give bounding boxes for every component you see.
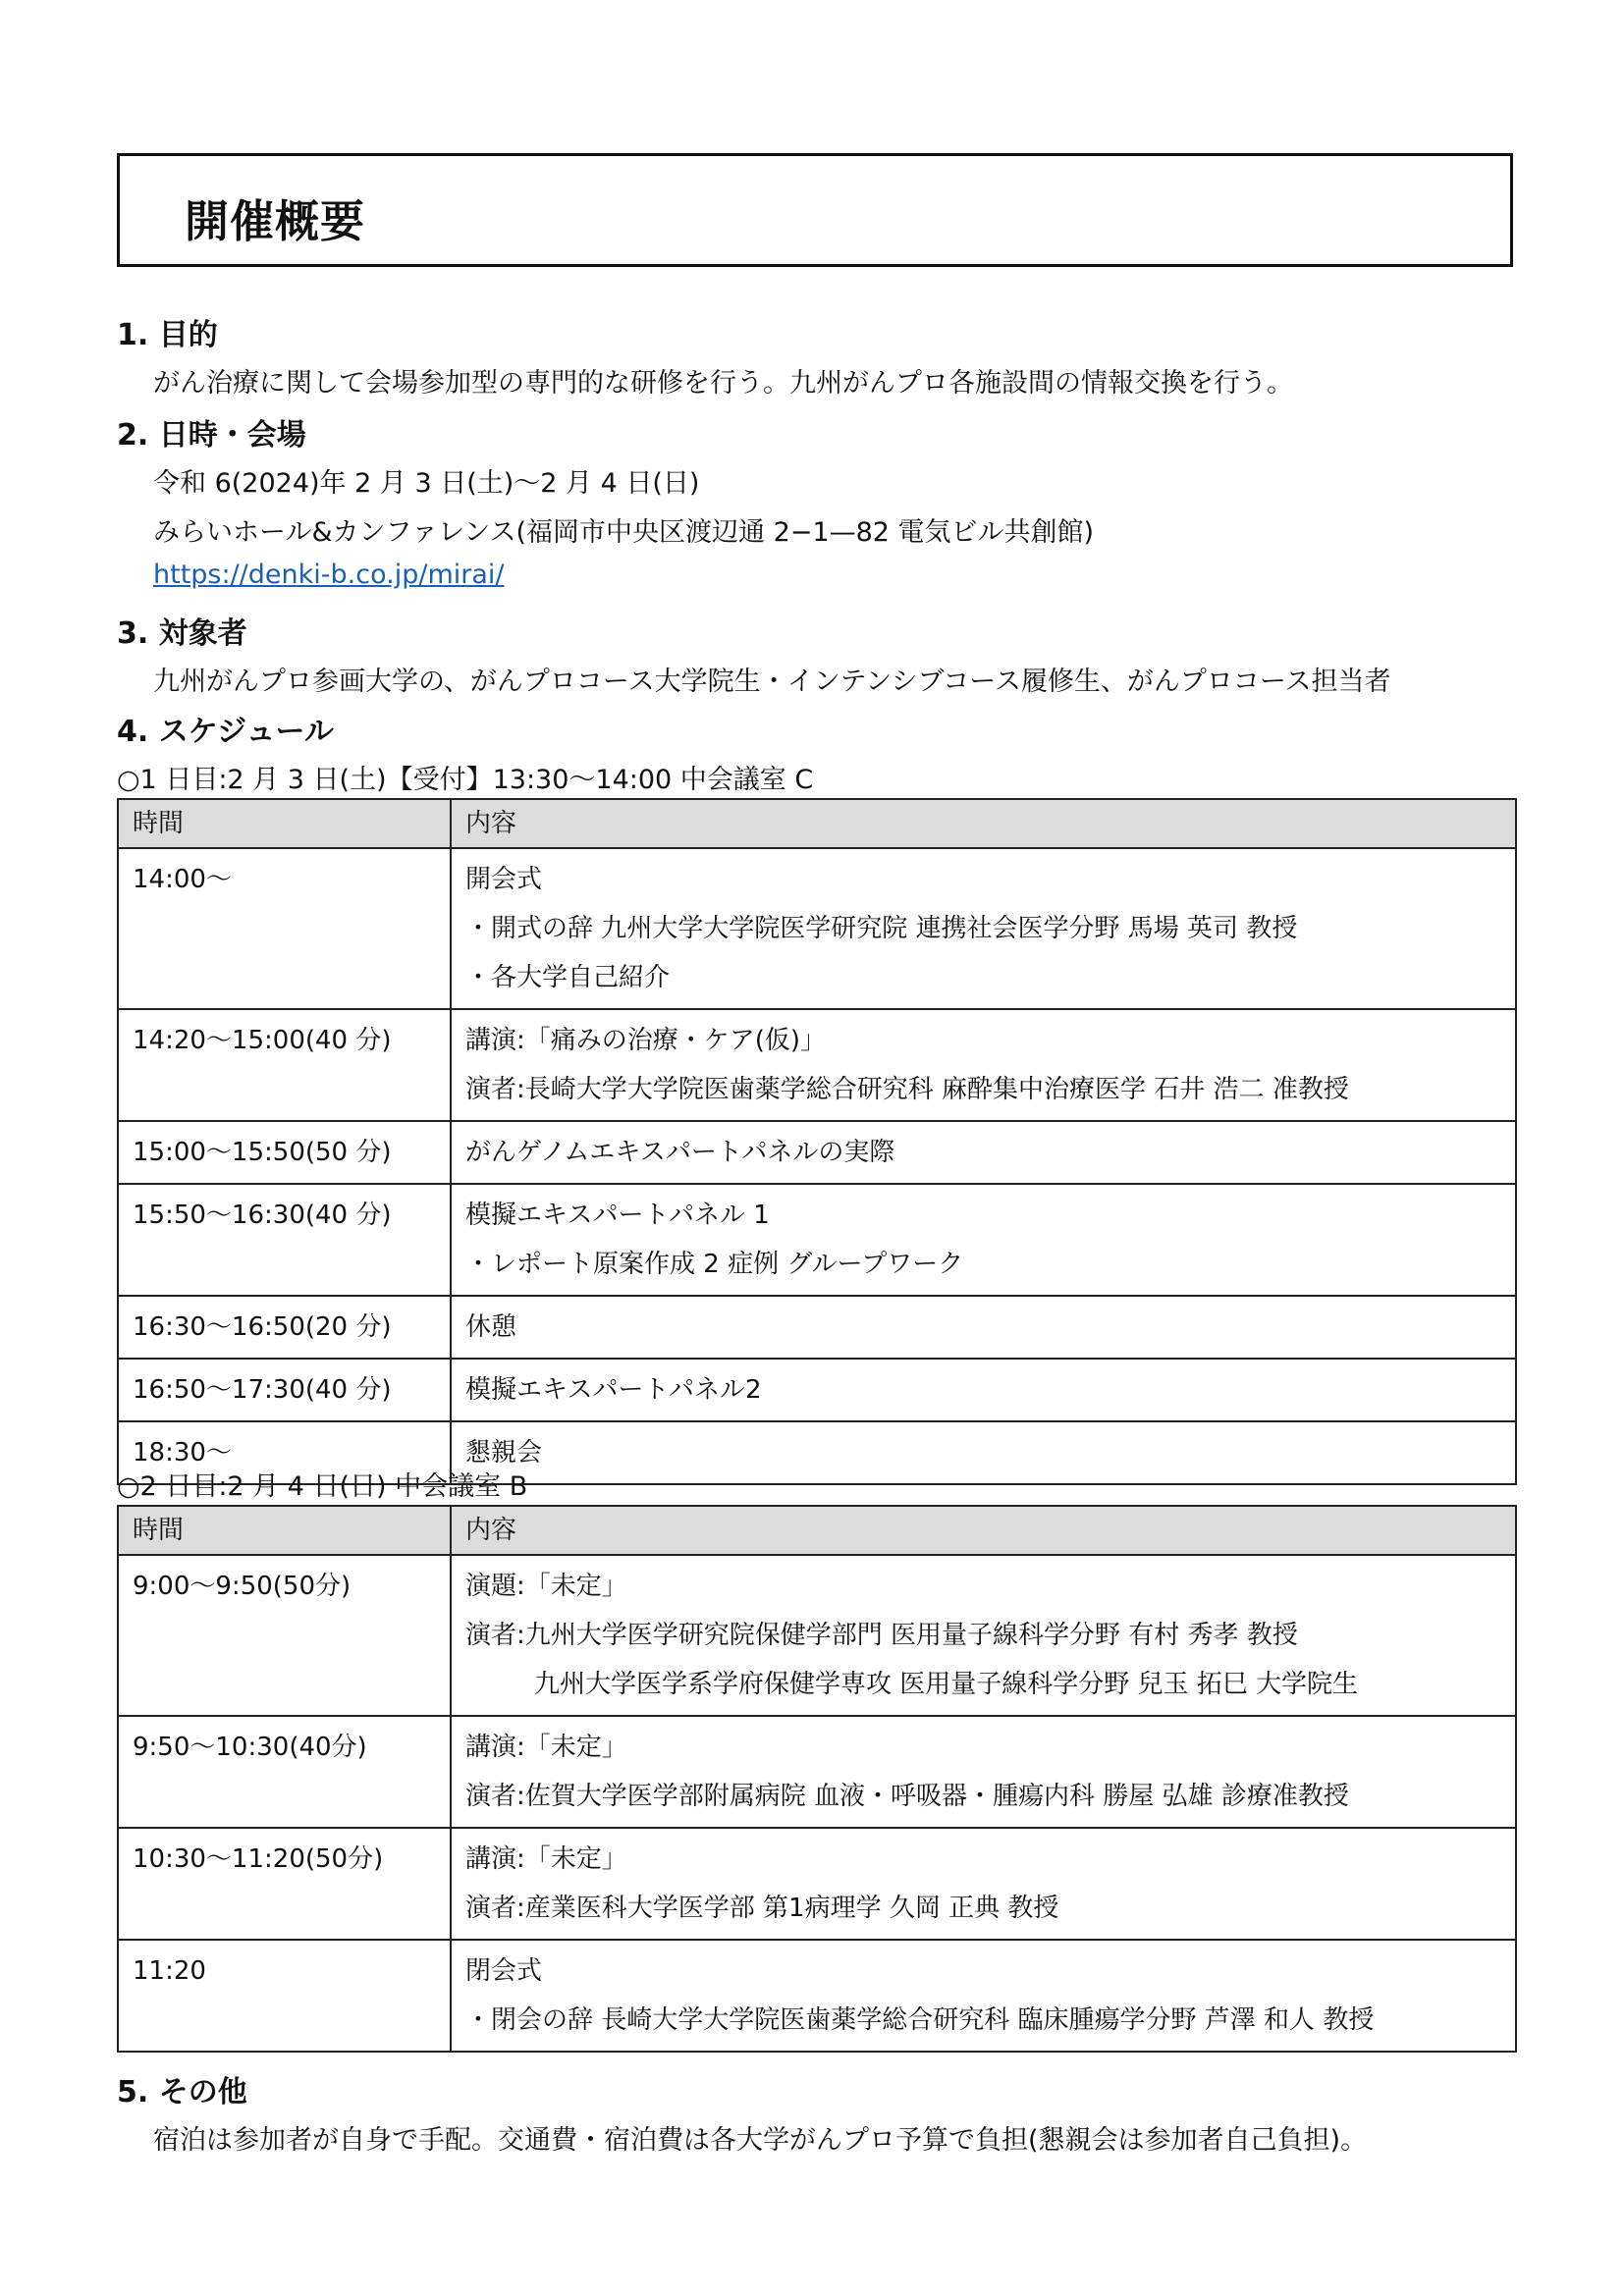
table-row [118,848,1516,1009]
content-line: 閉会式 [465,1956,543,1986]
other-text: 宿泊は参加者が自身で手配。交通費・宿泊費は各大学がんプロ予算で負担(懇親会は参加者自己負担)。 [153,2125,1368,2156]
section-5-heading: 5. その他 [117,2075,247,2109]
table-row [118,1716,1516,1828]
content-line: 懇親会 [465,1438,543,1468]
col-content-header: 内容 [451,799,1516,848]
time-cell: 16:30〜16:50(20 分) [133,1312,392,1342]
purpose-text: がん治療に関して会場参加型の専門的な研修を行う。九州がんプロ各施設間の情報交換を行う。 [153,368,1293,399]
time-cell: 9:50〜10:30(40分) [133,1733,367,1762]
table-row [118,1940,1516,2052]
table-row [118,1121,1516,1184]
audience-text: 九州がんプロ参画大学の、がんプロコース大学院生・インテンシブコース履修生、がんプロコース担当者 [153,667,1391,697]
content-line: ・各大学自己紹介 [465,963,671,992]
time-cell: 11:20 [133,1956,206,1986]
section-2-heading: 2. 日時・会場 [117,418,306,453]
table-header-row [118,1506,1516,1555]
title-box [117,153,1513,267]
time-cell: 15:50〜16:30(40 分) [133,1201,392,1230]
content-line: 演者:九州大学医学研究院保健学部門 医用量子線科学分野 有村 秀孝 教授 [465,1621,1298,1650]
content-line: 演者:長崎大学大学院医歯薬学総合研究科 麻酔集中治療医学 石井 浩二 准教授 [465,1075,1349,1104]
content-line: 演題:「未定」 [465,1572,627,1601]
content-line: 講演:「未定」 [465,1733,627,1762]
col-time-header: 時間 [118,799,451,848]
section-1-heading: 1. 目的 [117,318,218,352]
content-line: 模擬エキスパートパネル2 [465,1375,762,1405]
time-cell: 18:30〜 [133,1438,232,1468]
content-line: 講演:「痛みの治療・ケア(仮)」 [465,1026,827,1055]
content-line: ・閉会の辞 長崎大学大学院医歯薬学総合研究科 臨床腫瘍学分野 芦澤 和人 教授 [465,2005,1375,2035]
event-venue: みらいホール&カンファレンス(福岡市中央区渡辺通 2−1—82 電気ビル共創館) [153,517,1095,548]
time-cell: 14:20〜15:00(40 分) [133,1026,392,1055]
table-header-row [118,799,1516,848]
table-row [118,1359,1516,1421]
day1-schedule-table [117,798,1517,1485]
table-row [118,1009,1516,1121]
content-line: 九州大学医学系学府保健学専攻 医用量子線科学分野 兒玉 拓巳 大学院生 [534,1670,1359,1699]
time-cell: 9:00〜9:50(50分) [133,1572,352,1601]
time-cell: 10:30〜11:20(50分) [133,1844,384,1874]
day2-label: ○2 日目:2 月 4 日(日) 中会議室 B [117,1471,528,1502]
time-cell: 14:00〜 [133,865,232,894]
content-line: 演者:産業医科大学医学部 第1病理学 久岡 正典 教授 [465,1894,1059,1923]
event-date: 令和 6(2024)年 2 月 3 日(土)〜2 月 4 日(日) [153,468,700,499]
day2-schedule-table [117,1505,1517,2053]
content-line: 演者:佐賀大学医学部附属病院 血液・呼吸器・腫瘍内科 勝屋 弘雄 診療准教授 [465,1782,1349,1811]
col-time-header: 時間 [118,1506,451,1555]
time-cell: 16:50〜17:30(40 分) [133,1375,392,1405]
day1-label: ○1 日目:2 月 3 日(土)【受付】13:30〜14:00 中会議室 C [117,765,814,795]
col-content-header: 内容 [451,1506,1516,1555]
content-line: 講演:「未定」 [465,1844,627,1874]
table-row [118,1184,1516,1296]
content-line: 開会式 [465,865,543,894]
content-line: がんゲノムエキスパートパネルの実際 [465,1138,895,1167]
section-4-heading: 4. スケジュール [117,715,334,749]
content-line: 模擬エキスパートパネル 1 [465,1201,770,1230]
content-line: 休憩 [465,1312,517,1342]
page-title: 開催概要 [185,195,366,247]
table-row [118,1828,1516,1940]
table-row [118,1555,1516,1716]
venue-link[interactable]: https://denki-b.co.jp/mirai/ [153,560,505,590]
time-cell: 15:00〜15:50(50 分) [133,1138,392,1167]
content-line: ・開式の辞 九州大学大学院医学研究院 連携社会医学分野 馬場 英司 教授 [465,914,1298,943]
table-row [118,1296,1516,1359]
content-line: ・レポート原案作成 2 症例 グループワーク [465,1250,964,1279]
section-3-heading: 3. 対象者 [117,616,247,651]
